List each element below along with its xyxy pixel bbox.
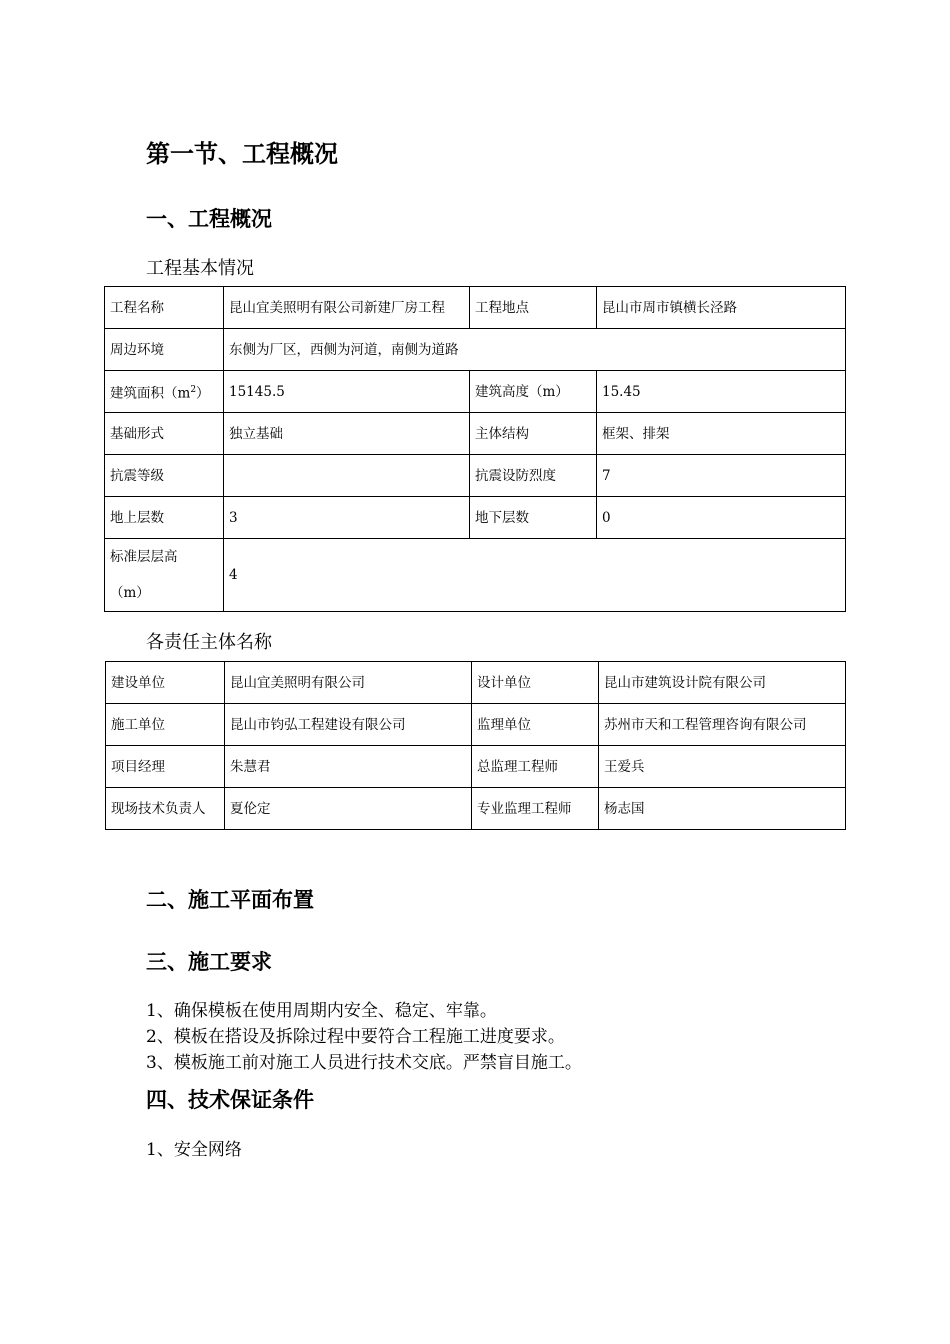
seismic-grade-label: 抗震等级	[105, 455, 224, 497]
party-name-value: 夏伦定	[225, 788, 472, 830]
requirement-item-2: 2、模板在搭设及拆除过程中要符合工程施工进度要求。	[146, 1027, 565, 1047]
height-value: 15.45	[597, 371, 846, 413]
supervision-role-label: 专业监理工程师	[472, 788, 599, 830]
area-value: 15145.5	[224, 371, 470, 413]
table-row	[106, 704, 846, 746]
page-heading: 第一节、工程概况	[146, 139, 338, 168]
section-title-layout: 二、施工平面布置	[146, 887, 314, 912]
floors-below-label: 地下层数	[470, 497, 597, 539]
height-label: 建筑高度（m）	[470, 371, 597, 413]
supervision-name-value: 昆山市建筑设计院有限公司	[599, 662, 846, 704]
seismic-intensity-value: 7	[597, 455, 846, 497]
section-title-tech-guarantee: 四、技术保证条件	[146, 1087, 314, 1112]
location-label: 工程地点	[470, 287, 597, 329]
supervision-role-label: 总监理工程师	[472, 746, 599, 788]
supervision-role-label: 监理单位	[472, 704, 599, 746]
party-role-label: 施工单位	[106, 704, 225, 746]
table-row	[105, 413, 846, 455]
party-role-label: 现场技术负责人	[106, 788, 225, 830]
floors-below-value: 0	[597, 497, 846, 539]
area-label: 建筑面积$(m^2)$	[105, 371, 224, 413]
std-floor-height-label: 标准层层高 （m）	[105, 539, 224, 612]
table1-caption: 工程基本情况	[146, 258, 254, 279]
supervision-name-value: 苏州市天和工程管理咨询有限公司	[599, 704, 846, 746]
project-name-value: 昆山宜美照明有限公司新建厂房工程	[224, 287, 470, 329]
table2-caption: 各责任主体名称	[146, 632, 272, 653]
seismic-grade-value	[224, 455, 470, 497]
floors-above-value: 3	[224, 497, 470, 539]
requirement-item-3: 3、模板施工前对施工人员进行技术交底。严禁盲目施工。	[146, 1053, 582, 1073]
table-row	[105, 329, 846, 371]
requirement-item-1: 1、确保模板在使用周期内安全、稳定、牢靠。	[146, 1001, 497, 1021]
foundation-value: 独立基础	[224, 413, 470, 455]
table-row	[105, 497, 846, 539]
responsible-parties-table	[105, 661, 846, 830]
structure-label: 主体结构	[470, 413, 597, 455]
supervision-role-label: 设计单位	[472, 662, 599, 704]
table-row	[106, 662, 846, 704]
project-name-label: 工程名称	[105, 287, 224, 329]
table-row	[105, 371, 846, 413]
party-name-value: 朱慧君	[225, 746, 472, 788]
party-role-label: 项目经理	[106, 746, 225, 788]
seismic-intensity-label: 抗震设防烈度	[470, 455, 597, 497]
surroundings-label: 周边环境	[105, 329, 224, 371]
party-role-label: 建设单位	[106, 662, 225, 704]
tech-item-1: 1、安全网络	[146, 1140, 242, 1160]
std-floor-height-value: 4	[224, 539, 846, 612]
structure-value: 框架、排架	[597, 413, 846, 455]
floors-above-label: 地上层数	[105, 497, 224, 539]
location-value: 昆山市周市镇横长泾路	[597, 287, 846, 329]
supervision-name-value: 杨志国	[599, 788, 846, 830]
supervision-name-value: 王爱兵	[599, 746, 846, 788]
section-title-overview: 一、工程概况	[146, 206, 272, 231]
table-row	[106, 788, 846, 830]
table-row	[106, 746, 846, 788]
party-name-value: 昆山市钧弘工程建设有限公司	[225, 704, 472, 746]
table-row	[105, 455, 846, 497]
foundation-label: 基础形式	[105, 413, 224, 455]
project-info-table	[104, 286, 846, 612]
party-name-value: 昆山宜美照明有限公司	[225, 662, 472, 704]
surroundings-value: 东侧为厂区，西侧为河道，南侧为道路	[224, 329, 846, 371]
table-row	[105, 287, 846, 329]
table-row	[105, 539, 846, 612]
section-title-requirements: 三、施工要求	[146, 949, 272, 974]
